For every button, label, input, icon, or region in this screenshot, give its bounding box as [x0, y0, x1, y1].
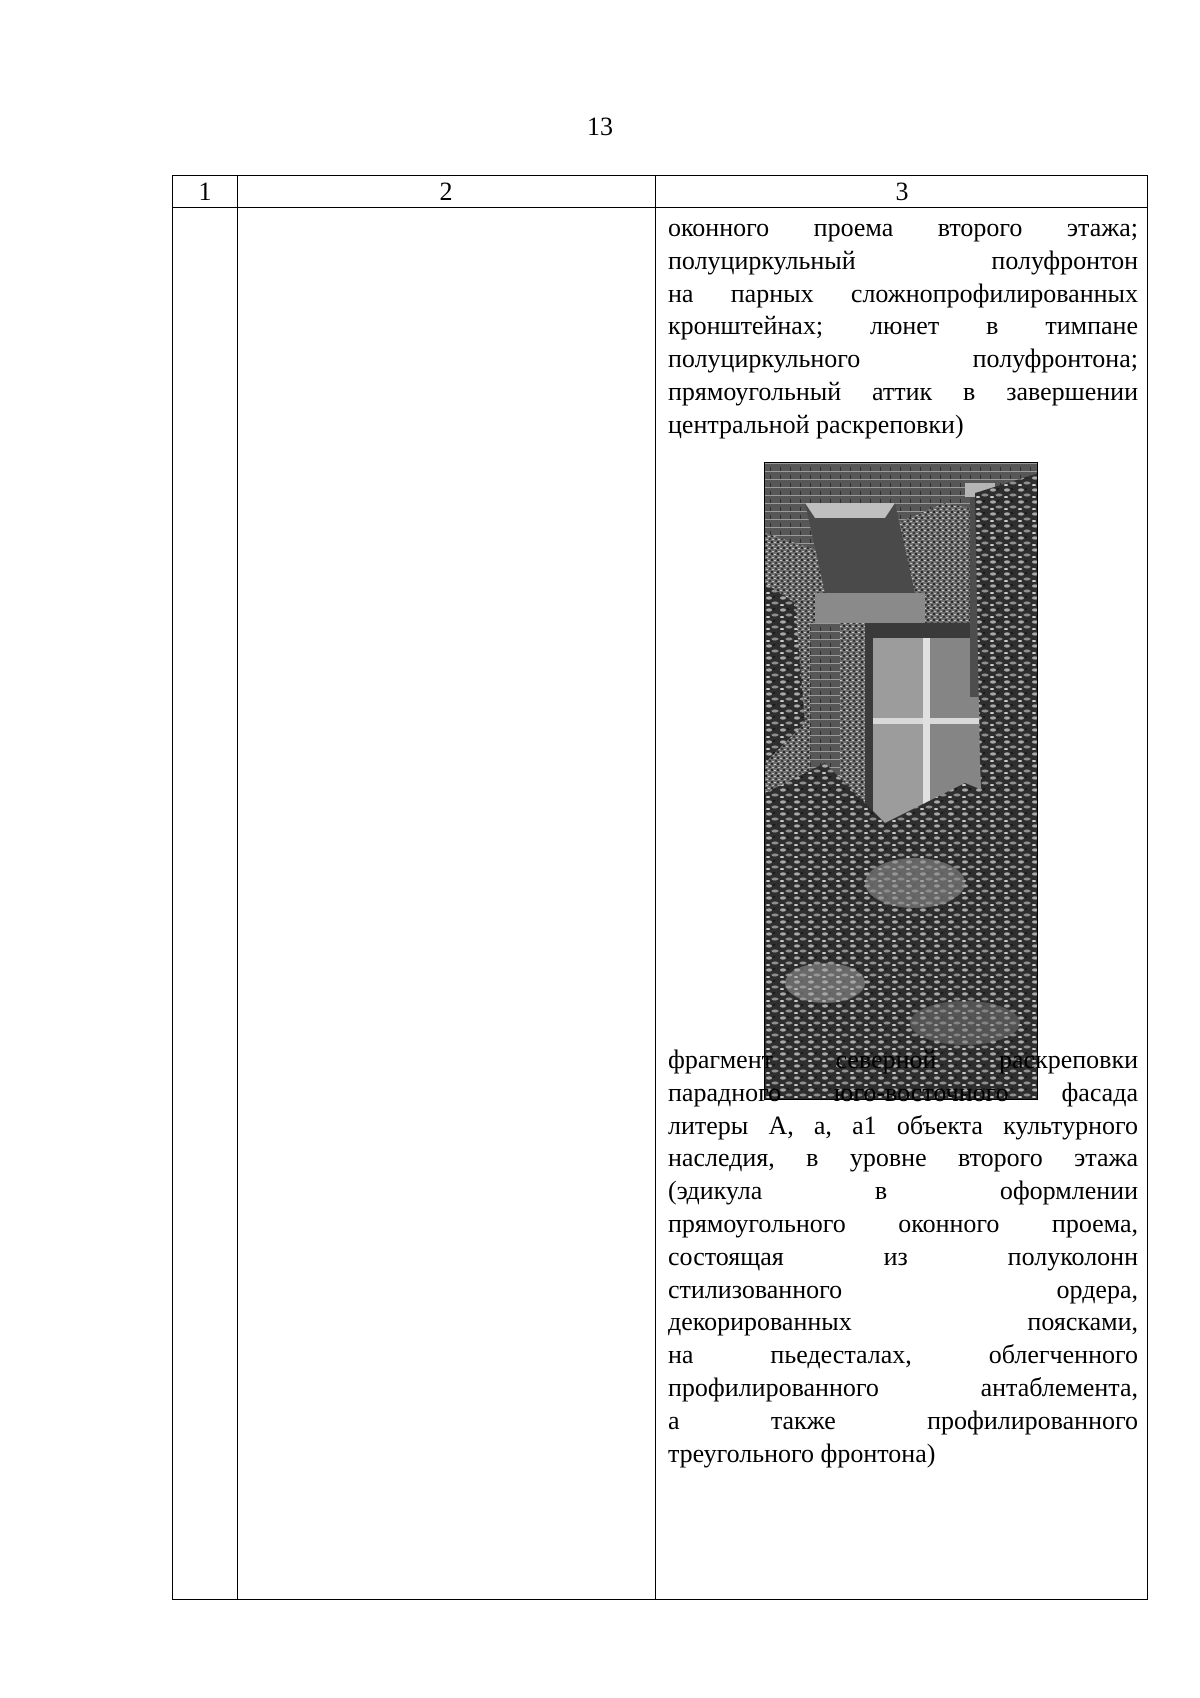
description-line: фрагмент северной раскреповки	[668, 1045, 1138, 1074]
description-line: на парных сложнопрофилированных	[668, 278, 1138, 308]
description-line: кронштейнах; люнет в тимпане	[668, 311, 1138, 341]
column-divider-2	[655, 176, 656, 1599]
description-line: прямоугольного оконного проема,	[668, 1208, 1138, 1238]
description-line: литеры А, а, а1 объекта культурного	[668, 1110, 1138, 1140]
description-line: парадного юго-восточного фасада	[668, 1077, 1138, 1107]
description-line: прямоугольный аттик в завершении	[668, 376, 1138, 406]
description-line: наследия, в уровне второго этажа	[668, 1143, 1138, 1173]
description-line: на пьедесталах, облегченного	[668, 1340, 1138, 1370]
description-line: полуциркульный полуфронтон	[668, 245, 1138, 275]
description-line: треугольного фронтона)	[668, 1438, 936, 1468]
column-header-3: 3	[895, 177, 909, 206]
description-line: а также профилированного	[668, 1405, 1138, 1435]
header-divider	[173, 207, 1147, 208]
facade-photo	[764, 462, 1038, 1100]
description-line: состоящая из полуколонн	[668, 1241, 1138, 1271]
page-number: 13	[587, 112, 613, 141]
description-line: полуциркульного полуфронтона;	[668, 344, 1138, 374]
description-line: декорированных поясками,	[668, 1307, 1138, 1337]
column-header-2: 2	[439, 177, 453, 206]
column-header-1: 1	[198, 177, 212, 206]
description-line: центральной раскреповки)	[668, 409, 964, 439]
description-top	[668, 212, 1138, 442]
column-divider-1	[237, 176, 238, 1599]
description-line: оконного проема второго этажа;	[668, 213, 1138, 242]
description-line: профилированного антаблемента,	[668, 1372, 1138, 1402]
description-bottom	[668, 1044, 1138, 1470]
description-line: стилизованного ордера,	[668, 1274, 1138, 1304]
document-table	[172, 175, 1148, 1600]
description-line: (эдикула в оформлении	[668, 1176, 1138, 1206]
